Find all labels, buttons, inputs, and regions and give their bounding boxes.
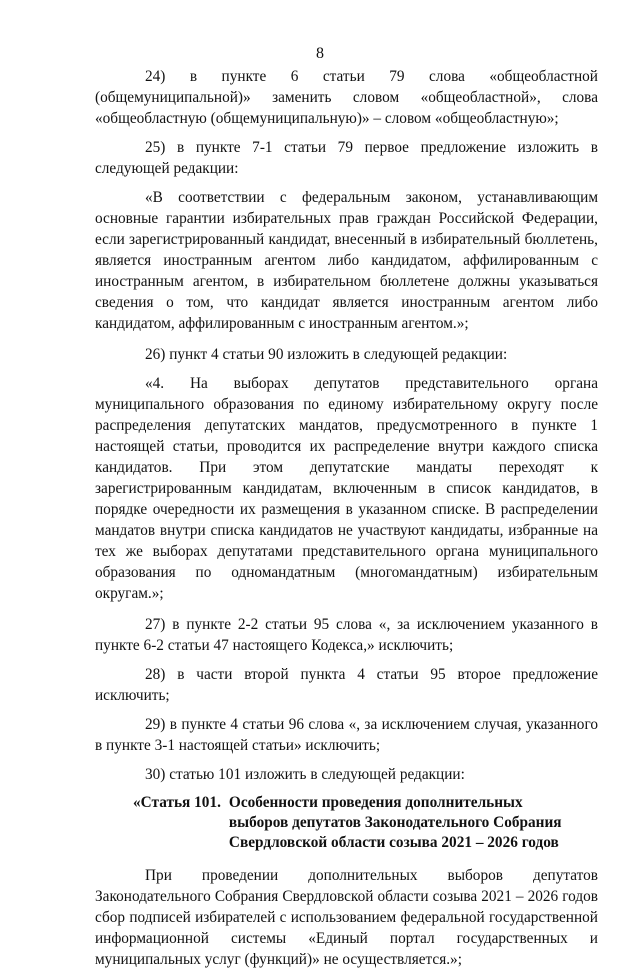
article-heading bbox=[133, 793, 598, 853]
paragraph-item-24: 24) в пункте 6 статьи 79 слова «общеобластной (общемуниципальной)» заменить словом «общеобластной», слова «общеобластную (общемуниципальную)» – словом «общеобластную»; bbox=[95, 68, 598, 127]
page-number: 8 bbox=[316, 45, 324, 62]
paragraph-item-27: 27) в пункте 2-2 статьи 95 слова «, за исключением указанного в пункте 6-2 статьи 47 настоящего Кодекса,» исключить; bbox=[95, 616, 598, 654]
article-title bbox=[229, 793, 598, 853]
quoted-text-article-79: «В соответствии с федеральным законом, устанавливающим основные гарантии избирательных прав граждан Российской Федерации, если зарегистрированный кандидат, внесенный в избирательный бюллетень, является иностранным агентом либо кандидатом, аффилированным с иностранным агентом, в избирательном бюллетене должны указываться сведения о том, что кандидат является иностранным агентом либо кандидатом, аффилированным с иностранным агентом.»; bbox=[95, 189, 598, 332]
article-label: «Статья 101. bbox=[133, 794, 221, 811]
quoted-text-article-90: «4. На выборах депутатов представительного органа муниципального образования по единому избирательному округу после распределения депутатских мандатов, предусмотренного в пункте 1 настоящей статьи, проводится их распределение внутри каждого списка кандидатов. При этом депутатские мандаты переходят к зарегистрированным кандидатам, включенным в список кандидатов, в порядке очередности их размещения в указанном списке. В распределении мандатов внутри списка кандидатов не участвуют кандидаты, избранные на тех же выборах депутатами представительного органа муниципального образования по одномандатным (многомандатным) избирательным округам.»; bbox=[95, 375, 598, 602]
article-title-line: Свердловской области созыва 2021 – 2026 годов bbox=[228, 834, 559, 851]
paragraph-item-26: 26) пункт 4 статьи 90 изложить в следующей редакции: bbox=[145, 346, 508, 363]
article-title-line: выборов депутатов Законодательного Собрания bbox=[228, 814, 562, 831]
article-body: При проведении дополнительных выборов депутатов Законодательного Собрания Свердловской области созыва 2021 – 2026 годов сбор подписей избирателей с использованием федеральной государственной информационной системы «Единый портал государственных и муниципальных услуг (функций)» не осуществляется.»; bbox=[95, 867, 598, 968]
paragraph-item-25: 25) в пункте 7-1 статьи 79 первое предложение изложить в следующей редакции: bbox=[95, 139, 598, 177]
paragraph-item-28: 28) в части второй пункта 4 статьи 95 второе предложение исключить; bbox=[95, 666, 598, 704]
paragraph-item-29: 29) в пункте 4 статьи 96 слова «, за исключением случая, указанного в пункте 3-1 настоящей статьи» исключить; bbox=[95, 716, 598, 754]
document-body bbox=[95, 66, 598, 978]
paragraph-item-30: 30) статью 101 изложить в следующей редакции: bbox=[145, 766, 465, 783]
article-title-line: Особенности проведения дополнительных bbox=[228, 794, 523, 811]
